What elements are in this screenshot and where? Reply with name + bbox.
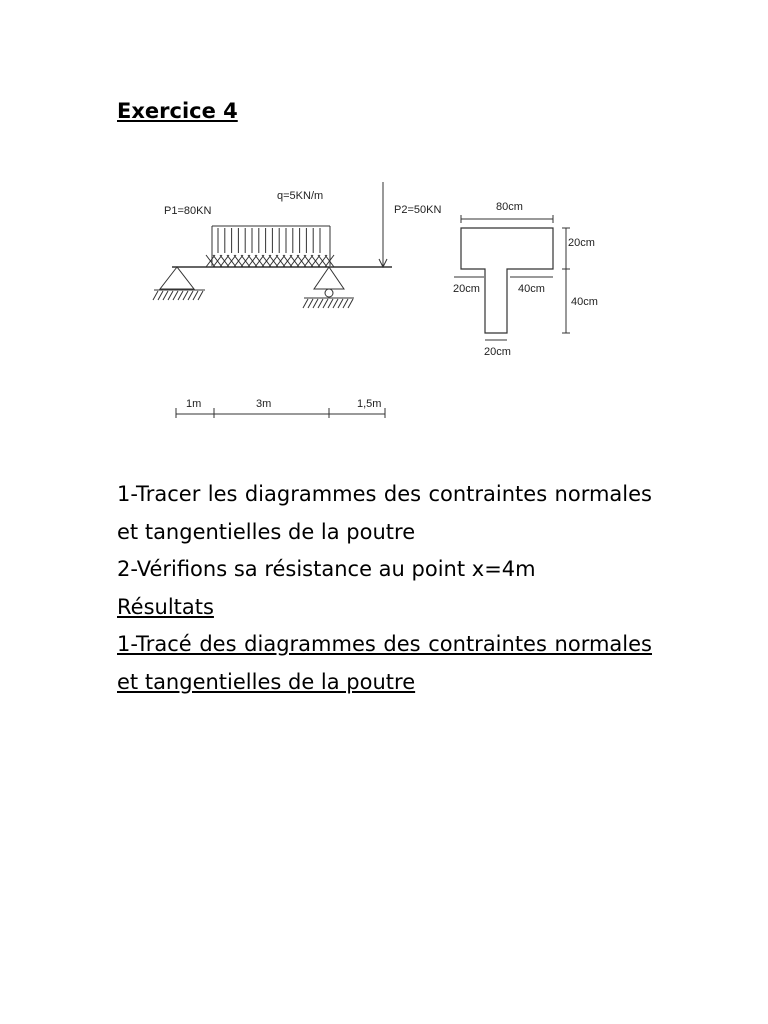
beam-figure: [0, 0, 768, 440]
p2-arrow: [379, 182, 387, 267]
q-label: q=5KN/m: [277, 190, 324, 202]
flange-width-label: 80cm: [496, 201, 523, 213]
body-text: [117, 476, 652, 701]
span-dimension-line: [176, 408, 385, 418]
span-2-label: 3m: [256, 398, 272, 410]
question-2: 2-Vérifions sa résistance au point x=4m: [117, 557, 536, 581]
t-section: [461, 228, 553, 333]
distributed-load: [206, 226, 334, 267]
results-heading: Résultats: [117, 594, 214, 619]
flange-height-label: 20cm: [568, 237, 595, 249]
p2-label: P2=50KN: [394, 204, 442, 216]
flange-left-label: 20cm: [453, 283, 480, 295]
span-3-label: 1,5m: [357, 398, 382, 410]
exercise-title: Exercice 4: [117, 99, 238, 123]
flange-right-label: 40cm: [518, 283, 545, 295]
web-width-label: 20cm: [484, 346, 511, 358]
span-1-label: 1m: [186, 398, 202, 410]
web-height-label: 40cm: [571, 296, 598, 308]
question-1: 1-Tracer les diagrammes des contraintes normales et tangentielles de la poutre: [117, 482, 652, 544]
result-1-heading: 1-Tracé des diagrammes des contraintes normales et tangentielles de la poutre: [117, 632, 652, 694]
pin-support: [153, 267, 205, 300]
roller-support: [303, 267, 354, 308]
p1-label: P1=80KN: [164, 205, 212, 217]
